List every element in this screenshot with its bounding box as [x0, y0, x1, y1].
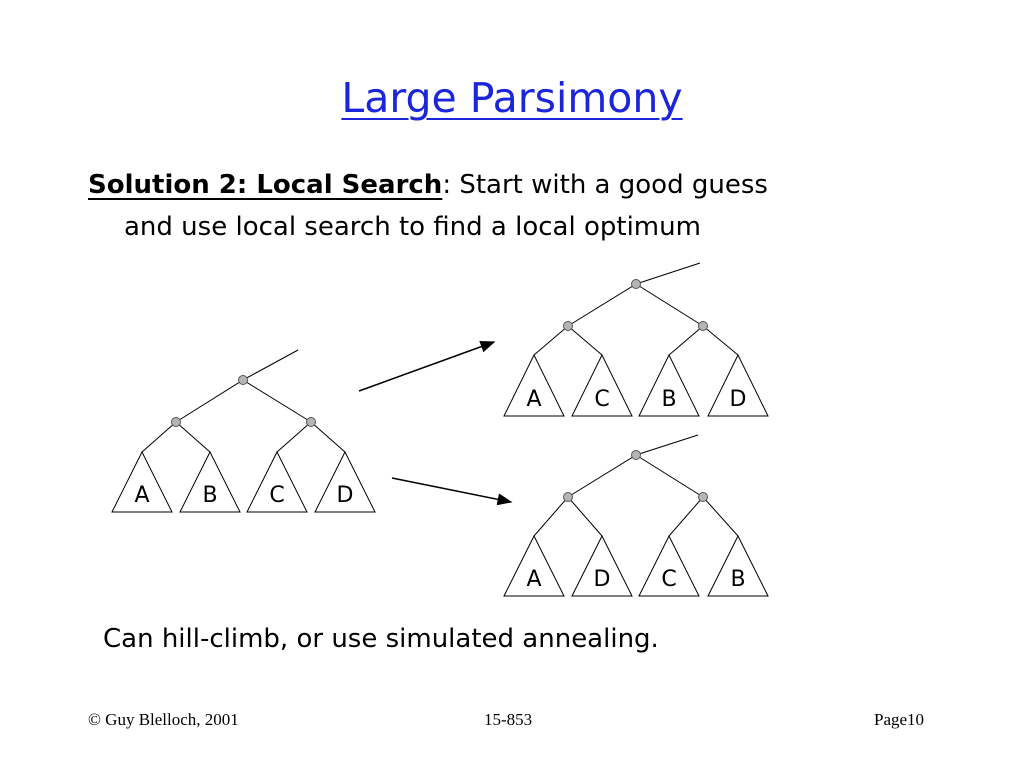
tree-original-left-node	[172, 418, 181, 427]
tree-top-leaf-3: B	[661, 387, 677, 412]
tree-bottom-left-node	[564, 493, 573, 502]
tree-top-right-node	[699, 322, 708, 331]
tree-top-leaf-2: C	[594, 387, 610, 412]
tree-top-left-node	[564, 322, 573, 331]
tree-bottom-leaf-4: B	[730, 567, 746, 592]
solution-label: Solution 2: Local Search	[88, 170, 443, 200]
tree-original-leaf-4: D	[336, 483, 354, 508]
tree-original-right-node	[307, 418, 316, 427]
footer-page-number: Page10	[874, 710, 925, 729]
arrow-to-bottom-tree	[392, 478, 511, 502]
tree-bottom-leaf-3: C	[661, 567, 677, 592]
tree-bottom-root-node	[632, 451, 641, 460]
tree-top-root-node	[632, 280, 641, 289]
tree-original-leaf-2: B	[202, 483, 218, 508]
arrow-to-top-tree	[359, 342, 494, 391]
solution-line-1-text: : Start with a good guess	[442, 170, 768, 200]
tree-original-root-node	[239, 376, 248, 385]
footer-copyright: © Guy Blelloch, 2001	[88, 710, 239, 729]
tree-bottom-leaf-2: D	[593, 567, 611, 592]
solution-line-2: and use local search to find a local optimum	[124, 212, 701, 242]
footer-course: 15-853	[484, 710, 533, 729]
bottom-note: Can hill-climb, or use simulated annealing.	[103, 624, 659, 654]
slide-title: Large Parsimony	[341, 74, 683, 122]
tree-top-leaf-1: A	[526, 387, 542, 412]
tree-original-leaf-3: C	[269, 483, 285, 508]
tree-top-leaf-4: D	[729, 387, 747, 412]
tree-original-leaf-1: A	[134, 483, 150, 508]
tree-bottom-right-node	[699, 493, 708, 502]
tree-bottom-leaf-1: A	[526, 567, 542, 592]
